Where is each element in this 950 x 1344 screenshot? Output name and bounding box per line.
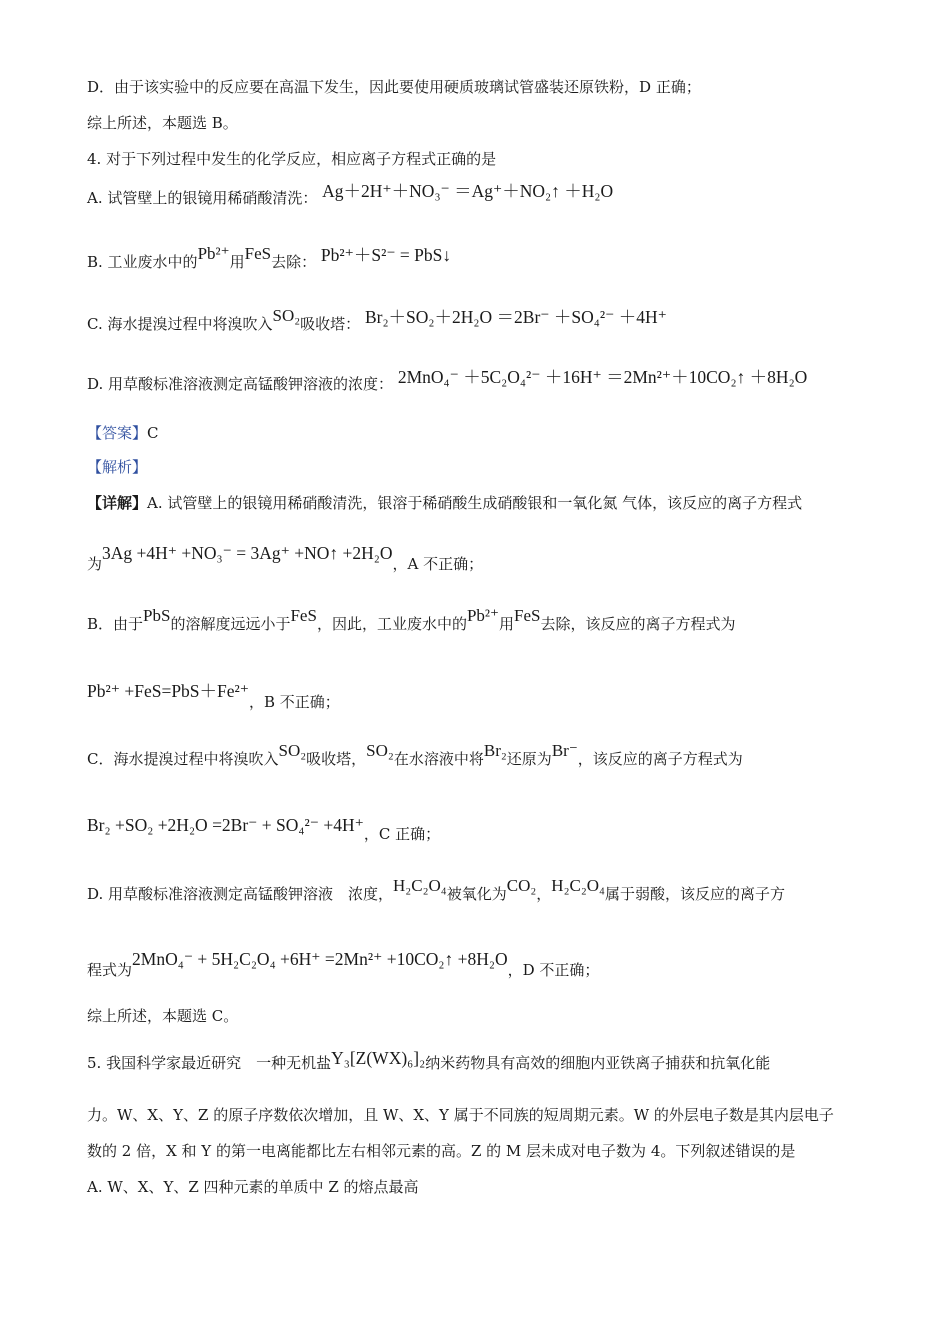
detail-text: 属于弱酸，该反应的离子方 (604, 885, 785, 903)
detail-d-line2 (87, 949, 600, 980)
question-4-option-d (87, 367, 808, 395)
option-text: 吸收塔： (300, 315, 361, 333)
detail-text: ，因此，工业废水中的 (316, 615, 467, 633)
option-text: A. 试管壁上的银镜用稀硝酸清洗： (87, 189, 318, 207)
question-5-line3: 数的 2 倍，X 和 Y 的第一电离能都比左右相邻元素的高。Z 的 M 层未成对电子数为 4。下列叙述错误的是 (87, 1142, 796, 1160)
question-4-option-c (87, 306, 667, 335)
formula-so2: SO₂ (272, 306, 301, 325)
detail-tag: 【详解】 (87, 494, 148, 512)
detail-text: 在水溶液中将 (393, 750, 484, 768)
detail-text: ，B 不正确； (249, 693, 340, 711)
detail-text: 为 (87, 555, 103, 573)
equation-c2: Br₂ +SO₂ +2H₂O =2Br⁻ + SO₄²⁻ +4H⁺ (87, 815, 364, 835)
summary-c: 综上所述，本题选 C。 (87, 1007, 239, 1025)
formula-h2c2o4: H₂C₂O₄ (393, 876, 447, 895)
detail-text: ，该反应的离子方程式为 (577, 750, 743, 768)
equation-d2: 2MnO₄⁻ + 5H₂C₂O₄ +6H⁺ =2Mn²⁺ +10CO₂↑ +8H₂O (132, 949, 508, 969)
question-4-stem: 4. 对于下列过程中发生的化学反应，相应离子方程式正确的是 (87, 150, 497, 168)
detail-text: ，A 不正确； (392, 555, 484, 573)
detail-b-line2 (87, 681, 340, 713)
option-text: 去除： (271, 253, 317, 271)
equation-a: Ag＋2H⁺＋NO₃⁻ ＝Ag⁺＋NO₂↑ ＋H₂O (322, 181, 614, 201)
detail-text: ， (536, 885, 552, 903)
detail-c-line1 (87, 741, 743, 769)
detail-text: ，D 不正确； (507, 961, 600, 979)
formula-br-ion: Br⁻ (551, 741, 578, 760)
question-text: 5. 我国科学家最近研究 一种无机盐 (87, 1054, 332, 1072)
detail-text: A. 试管壁上的银镜用稀硝酸清洗，银溶于稀硝酸生成硝酸银和一氧化氮 气体，该反应的离子方程式 (147, 494, 803, 512)
detail-text: D. 用草酸标准溶液测定高锰酸钾溶液 浓度， (87, 885, 394, 903)
detail-text: 的溶解度远远小于 (170, 615, 291, 633)
option-text: B. 工业废水中的 (87, 253, 198, 271)
detail-a-line2 (87, 543, 484, 574)
detail-b-line1 (87, 606, 736, 634)
answer-tag: 【答案】 (87, 424, 148, 442)
equation-b: Pb²⁺＋S²⁻ = PbS↓ (320, 245, 452, 265)
formula-h2c2o4: H₂C₂O₄ (551, 876, 605, 895)
formula-pb: Pb²⁺ (197, 244, 230, 263)
option-text: C. 海水提溴过程中将溴吹入 (87, 315, 273, 333)
detail-text: ，C 正确； (363, 825, 441, 843)
equation-d: 2MnO₄⁻ ＋5C₂O₄²⁻ ＋16H⁺ ＝2Mn²⁺＋10CO₂↑ ＋8H₂O (397, 367, 808, 387)
detail-a-line1 (87, 492, 802, 513)
detail-d-line1 (87, 876, 785, 904)
formula-fes: FeS (290, 606, 317, 625)
detail-text: 用 (498, 615, 514, 633)
detail-text: 去除，该反应的离子方程式为 (540, 615, 736, 633)
detail-text: 程式为 (87, 961, 133, 979)
option-d-conclusion: D．由于该实验中的反应要在高温下发生，因此要使用硬质玻璃试管盛装还原铁粉，D 正确； (87, 78, 701, 96)
equation-b2: Pb²⁺ +FeS=PbS＋Fe²⁺ (87, 681, 250, 701)
question-4-option-a (87, 181, 614, 209)
detail-text: 被氧化为 (446, 885, 507, 903)
formula-pb: Pb²⁺ (466, 606, 499, 625)
question-5-line1 (87, 1048, 771, 1073)
answer-line (87, 422, 159, 443)
detail-c-line2 (87, 815, 441, 844)
formula-so2: SO₂ (278, 741, 307, 760)
summary-b: 综上所述，本题选 B。 (87, 114, 238, 132)
formula-pbs: PbS (143, 606, 171, 625)
question-5-line2: 力。W、X、Y、Z 的原子序数依次增加，且 W、X、Y 属于不同族的短周期元素。W 的外层电子数是其内层电子 (87, 1106, 834, 1124)
formula-co2: CO₂ (506, 876, 537, 895)
formula-fes: FeS (244, 244, 272, 263)
detail-text: 吸收塔， (306, 750, 367, 768)
formula-salt: Y₃[Z(WX)₆]₂ (331, 1048, 426, 1068)
answer-value: C (147, 424, 159, 442)
analysis-tag: 【解析】 (87, 458, 148, 476)
question-5-option-a: A. W、X、Y、Z 四种元素的单质中 Z 的熔点最高 (87, 1178, 419, 1196)
equation-a2: 3Ag +4H⁺ +NO₃⁻ = 3Ag⁺ +NO↑ +2H₂O (102, 543, 393, 563)
formula-br2: Br₂ (483, 741, 507, 760)
detail-text: C．海水提溴过程中将溴吹入 (87, 750, 279, 768)
equation-c: Br₂＋SO₂＋2H₂O ＝2Br⁻ ＋SO₄²⁻ ＋4H⁺ (364, 307, 667, 327)
detail-text: 还原为 (506, 750, 552, 768)
formula-so2: SO₂ (366, 741, 394, 760)
question-4-option-b (87, 244, 452, 273)
question-text: 纳米药物具有高效的细胞内亚铁离子捕获和抗氧化能 (425, 1054, 771, 1072)
formula-fes: FeS (514, 606, 541, 625)
option-text: 用 (229, 253, 245, 271)
option-text: D. 用草酸标准溶液测定高锰酸钾溶液的浓度： (87, 375, 394, 393)
detail-text: B．由于 (87, 615, 144, 633)
